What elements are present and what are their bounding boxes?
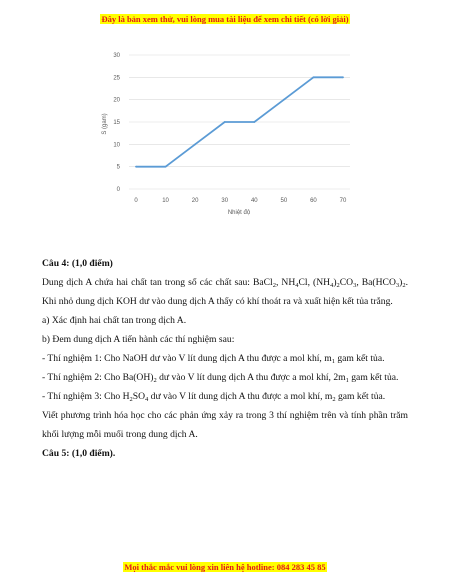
y-tick-label: 15 [113, 120, 120, 126]
x-tick-labels [134, 198, 347, 204]
footer-banner [0, 562, 450, 572]
x-tick-label: 20 [191, 198, 199, 204]
experiment-3: - Thí nghiệm 3: Cho $H_2SO_4$ dư vào V lít dung dịch A thu được a mol khí, $m_2$ gam kết tủa. [42, 391, 386, 403]
data-point [224, 121, 226, 123]
data-point [194, 143, 196, 145]
y-tick-label: 10 [113, 142, 120, 149]
x-tick-label: 30 [221, 198, 229, 204]
data-point [135, 166, 137, 168]
footer-banner-text: Mọi thắc mắc vui lòng xin liên hệ hotline: 084 283 45 85 [124, 562, 326, 572]
y-tick-label: 20 [113, 97, 120, 104]
data-point [313, 76, 315, 78]
question-4-part-b: b) Đem dung dịch A tiến hành các thí nghiệm sau: [42, 334, 235, 345]
x-tick-label: 50 [280, 198, 288, 204]
y-tick-labels [113, 53, 120, 193]
question-4-title: Câu 4: (1,0 điểm) [42, 258, 113, 269]
x-tick-label: 70 [339, 198, 347, 204]
question-content [42, 254, 408, 463]
question-5-title: Câu 5: (1,0 điểm). [42, 448, 116, 459]
data-point [253, 121, 255, 123]
x-tick-label: 0 [134, 198, 138, 204]
data-point [342, 76, 344, 78]
question-4-part-a: a) Xác định hai chất tan trong dịch A. [42, 315, 187, 326]
y-tick-label: 0 [116, 187, 120, 193]
y-tick-label: 5 [116, 164, 120, 171]
experiment-1: - Thí nghiệm 1: Cho NaOH dư vào V lít dung dịch A thu được a mol khí, $m_1$ gam kết tủa. [42, 353, 385, 365]
question-4-conclusion: Viết phương trình hóa học cho các phản ứng xảy ra trong 3 thí nghiệm trên và tính phần trăm khối lượng mỗi muối trong dung dịch A. [42, 410, 408, 440]
header-banner-text: Đây là bản xem thử, vui lòng mua tài liệu để xem chi tiết (có lời giải) [101, 14, 349, 24]
data-point [165, 166, 167, 168]
y-axis-label: S (gam) [102, 113, 108, 135]
solubility-chart [96, 42, 366, 222]
header-banner [0, 14, 450, 24]
experiment-2: - Thí nghiệm 2: Cho $Ba(OH)_2$ dư vào V lít dung dịch A thu được a mol khí, $2m_1$ gam kết tủa. [42, 372, 399, 384]
x-axis-label: Nhiệt độ [227, 210, 251, 216]
data-point [283, 99, 285, 101]
x-tick-label: 40 [250, 198, 258, 204]
x-tick-label: 60 [310, 198, 317, 204]
x-tick-label: 10 [162, 198, 169, 204]
y-tick-label: 25 [113, 75, 120, 82]
y-tick-label: 30 [113, 53, 120, 59]
question-4-intro: Dung dịch A chứa hai chất tan trong số các chất sau: BaCl$_2$, $NH_4Cl$, $(NH_4)_2CO_3$, $Ba(HCO_3)_2$. Khi nhỏ dung dịch KOH dư vào dung dịch A thấy có khí thoát ra và xuất hiện kết tủa trắng. [42, 277, 408, 307]
